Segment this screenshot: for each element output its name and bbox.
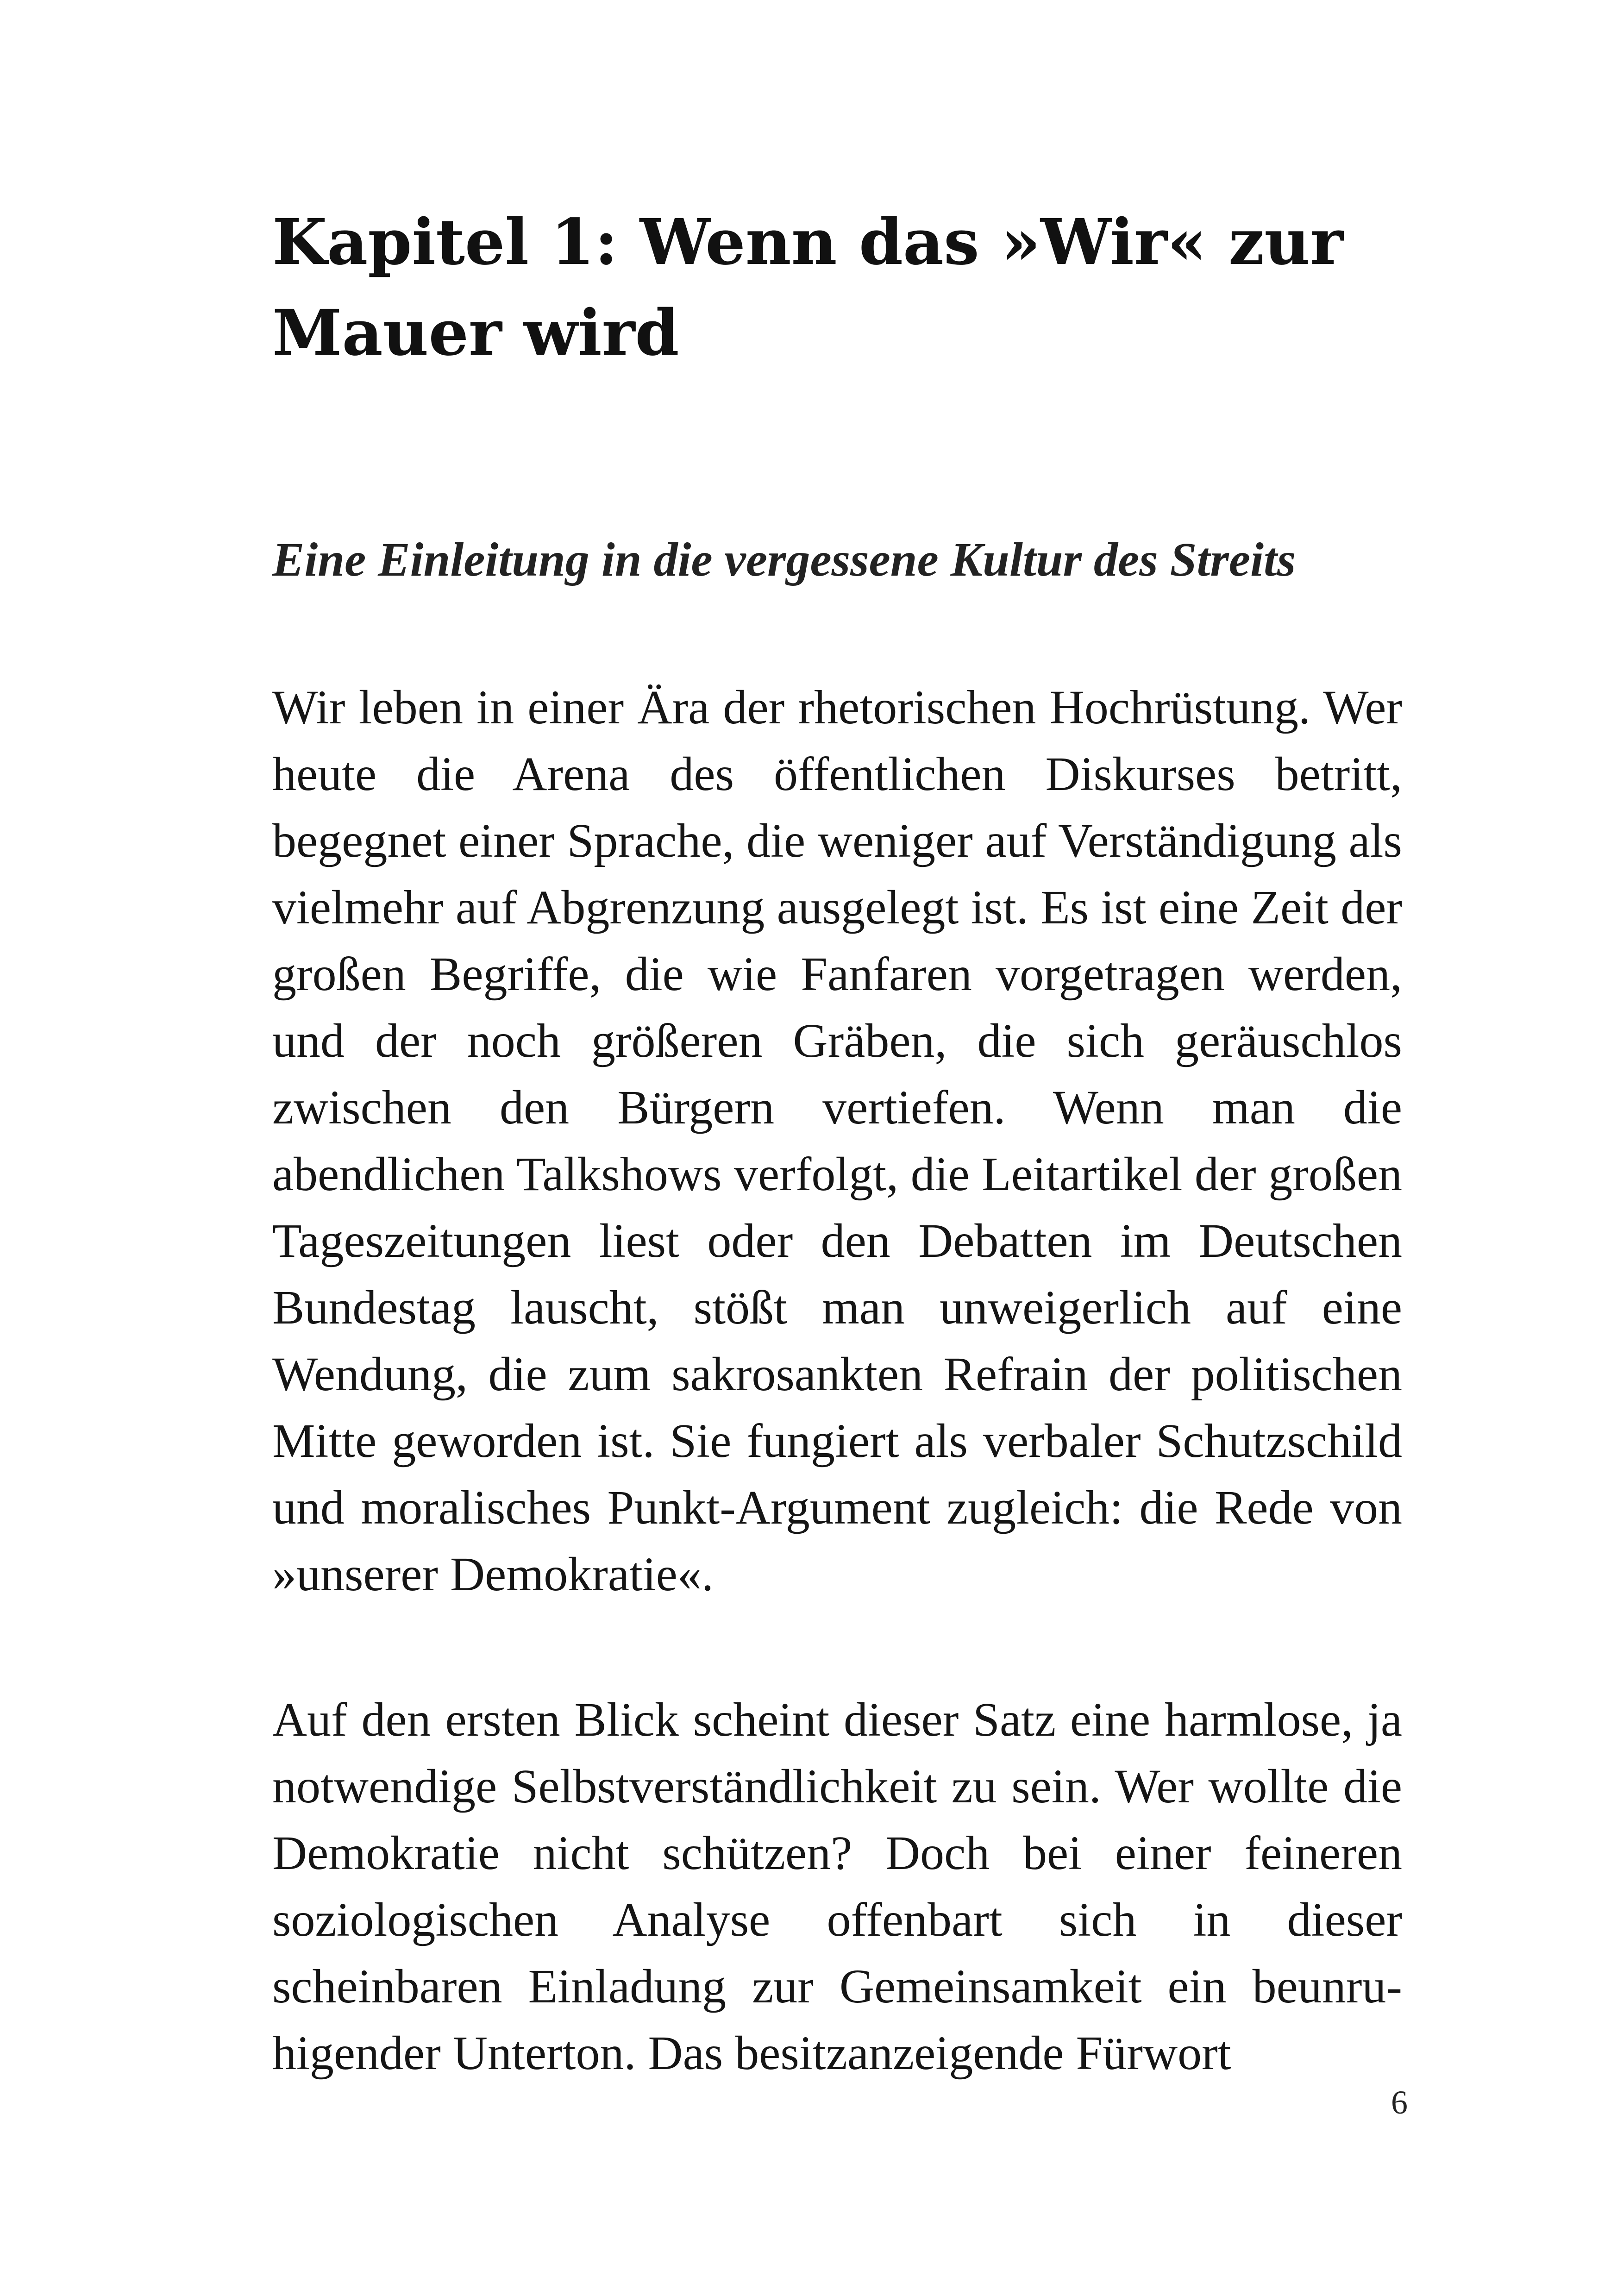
page-content xyxy=(272,197,1402,2087)
body-paragraph-1: Wir leben in einer Ära der rhetorischen Hochrüstung. Wer heute die Arena des öffentlichen Diskurses betritt, begegnet einer Sprache, die weniger auf Verständigung als vielmehr auf Abgrenzung ausgelegt ist. Es ist eine Zeit der großen Begriffe, die wie Fanfaren vorgetragen werden, und der noch größeren Gräben, die sich geräuschlos zwischen den Bürgern vertiefen. Wenn man die abendlichen Talkshows verfolgt, die Leitartikel der großen Tageszeitungen liest oder den Debatten im Deutschen Bundestag lauscht, stößt man unweigerlich auf eine Wendung, die zum sakrosankten Refrain der politischen Mitte geworden ist. Sie fungiert als verbaler Schutzschild und moralisches Punkt-Argument zugleich: die Rede von »unserer Demokratie«. xyxy=(272,681,1402,1601)
chapter-subtitle: Eine Einleitung in die vergessene Kultur des Streits xyxy=(272,533,1296,586)
chapter-title: Kapitel 1: Wenn das »Wir« zur Mauer wird xyxy=(272,205,1343,370)
body-paragraph-2: Auf den ersten Blick scheint dieser Satz eine harmlose, ja notwendige Selbstverständlichkeit zu sein. Wer wollte die Demokratie nicht schützen? Doch bei einer feineren soziologischen Analyse offenbart sich in dieser scheinbaren Einladung zur Gemeinsamkeit ein beunruhigender Unterton. Das besitzanzeigende Fürwort xyxy=(272,1693,1402,2080)
page-number: 6 xyxy=(1391,2084,1408,2121)
